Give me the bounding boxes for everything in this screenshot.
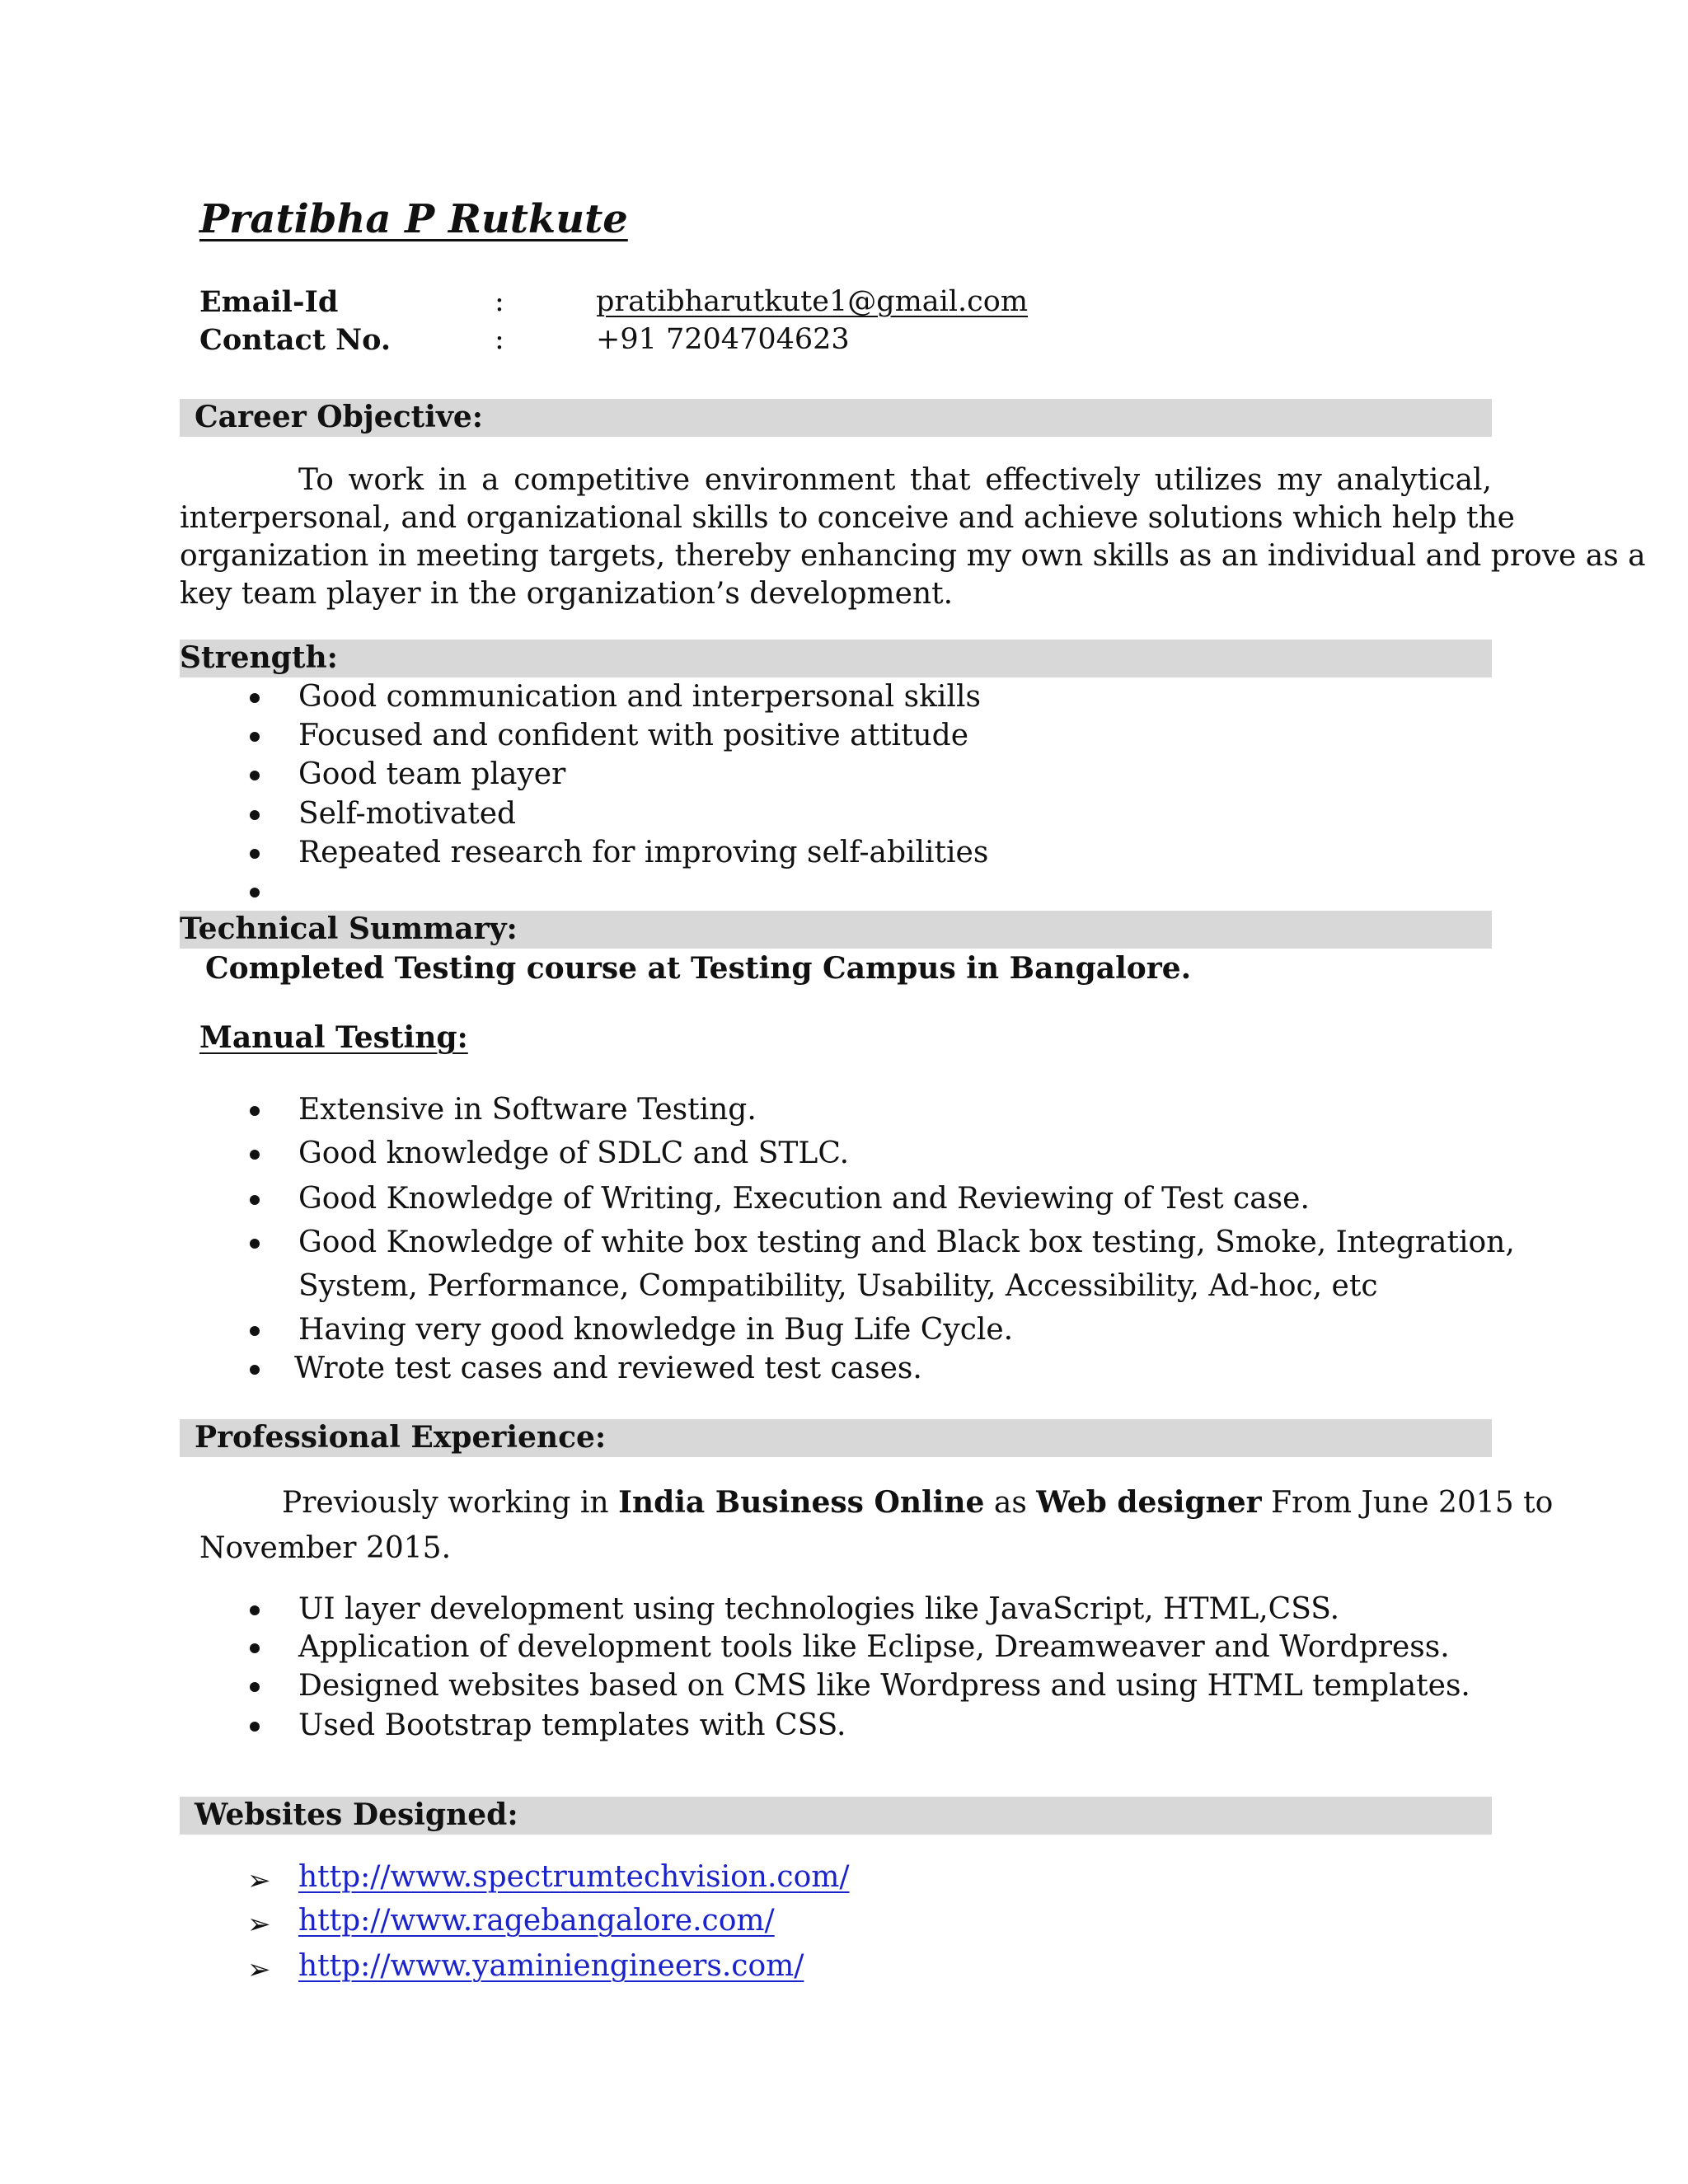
strength-item: Repeated research for improving self-abilities xyxy=(298,836,989,869)
experience-item: Application of development tools like Eclipse, Dreamweaver and Wordpress. xyxy=(298,1630,1450,1664)
professional-experience-heading-bar xyxy=(180,1419,1492,1457)
experience-intro-text: Previously working in xyxy=(282,1486,619,1520)
course-completed-text: Completed Testing course at Testing Campus in Bangalore. xyxy=(205,951,1192,986)
phone-separator: : xyxy=(495,323,504,356)
strength-item: Good team player xyxy=(298,757,566,791)
manual-testing-item: Extensive in Software Testing. xyxy=(298,1093,757,1127)
experience-intro-line xyxy=(199,1483,1554,1521)
arrow-bullet-icon: ➢ xyxy=(247,1953,271,1986)
bullet-icon xyxy=(250,1106,260,1116)
career-line: To work in a competitive environment that effectively utilizes my analytical, xyxy=(298,463,1492,497)
bullet-icon xyxy=(250,1195,260,1205)
experience-intro-line2: November 2015. xyxy=(199,1531,452,1565)
websites-designed-heading: Websites Designed: xyxy=(195,1797,518,1833)
email-value[interactable]: pratibharutkute1@gmail.com xyxy=(596,285,1029,318)
website-link[interactable]: http://www.yaminiengineers.com/ xyxy=(298,1949,804,1983)
professional-experience-heading: Professional Experience: xyxy=(195,1420,607,1455)
website-link[interactable]: http://www.ragebangalore.com/ xyxy=(298,1904,775,1938)
strength-item: Focused and confident with positive attitude xyxy=(298,719,969,752)
experience-intro xyxy=(199,1483,1554,1521)
bullet-icon xyxy=(250,810,260,820)
candidate-name: Pratibha P Rutkute xyxy=(199,196,628,242)
bullet-icon xyxy=(250,693,260,703)
bullet-icon xyxy=(250,1643,260,1653)
manual-testing-heading: Manual Testing: xyxy=(199,1020,468,1055)
technical-summary-heading: Technical Summary: xyxy=(180,912,518,947)
phone-label: Contact No. xyxy=(199,323,392,357)
bullet-icon xyxy=(250,888,260,898)
arrow-bullet-icon: ➢ xyxy=(247,1864,271,1897)
bullet-icon xyxy=(250,771,260,780)
career-line: interpersonal, and organizational skills to conceive and achieve solutions which help the xyxy=(180,501,1515,535)
career-objective-heading: Career Objective: xyxy=(195,400,484,435)
company-name: India Business Online xyxy=(618,1485,985,1520)
strength-item: Good communication and interpersonal skills xyxy=(298,680,981,714)
manual-testing-item: Having very good knowledge in Bug Life Cycle. xyxy=(298,1313,1014,1347)
bullet-icon xyxy=(250,1682,260,1692)
email-label: Email-Id xyxy=(199,285,339,319)
manual-testing-item: Good Knowledge of Writing, Execution and Reviewing of Test case. xyxy=(298,1182,1310,1216)
manual-testing-item-continued: System, Performance, Compatibility, Usability, Accessibility, Ad-hoc, etc xyxy=(298,1269,1378,1303)
technical-summary-heading-bar xyxy=(180,911,1492,949)
manual-testing-item: Good Knowledge of white box testing and Black box testing, Smoke, Integration, xyxy=(298,1226,1515,1259)
experience-intro-text: From June 2015 to xyxy=(1261,1486,1554,1520)
phone-value: +91 7204704623 xyxy=(596,323,850,356)
bullet-icon xyxy=(250,1365,260,1375)
bullet-icon xyxy=(250,1239,260,1249)
bullet-icon xyxy=(250,1722,260,1732)
experience-intro-text: as xyxy=(984,1486,1037,1520)
career-objective-heading-bar xyxy=(180,399,1492,437)
bullet-icon xyxy=(250,1150,260,1160)
email-separator: : xyxy=(495,285,504,318)
arrow-bullet-icon: ➢ xyxy=(247,1908,271,1941)
bullet-icon xyxy=(250,1326,260,1336)
website-link[interactable]: http://www.spectrumtechvision.com/ xyxy=(298,1860,850,1894)
career-objective-text xyxy=(180,462,1646,613)
bullet-icon xyxy=(250,732,260,742)
experience-item: Designed websites based on CMS like Wordpress and using HTML templates. xyxy=(298,1669,1470,1703)
websites-designed-heading-bar xyxy=(180,1797,1492,1835)
experience-item: Used Bootstrap templates with CSS. xyxy=(298,1708,846,1742)
career-line: organization in meeting targets, thereby enhancing my own skills as an individual and prove as a xyxy=(180,539,1646,573)
career-line: key team player in the organization’s development. xyxy=(180,577,954,611)
experience-item: UI layer development using technologies like JavaScript, HTML,CSS. xyxy=(298,1592,1340,1626)
strength-heading: Strength: xyxy=(180,640,338,676)
strength-heading-bar xyxy=(180,640,1492,677)
bullet-icon xyxy=(250,849,260,859)
job-title: Web designer xyxy=(1036,1485,1262,1520)
manual-testing-item: Good knowledge of SDLC and STLC. xyxy=(298,1137,850,1170)
bullet-icon xyxy=(250,1605,260,1615)
strength-item: Self-motivated xyxy=(298,797,517,831)
manual-testing-item: Wrote test cases and reviewed test cases. xyxy=(294,1352,922,1385)
